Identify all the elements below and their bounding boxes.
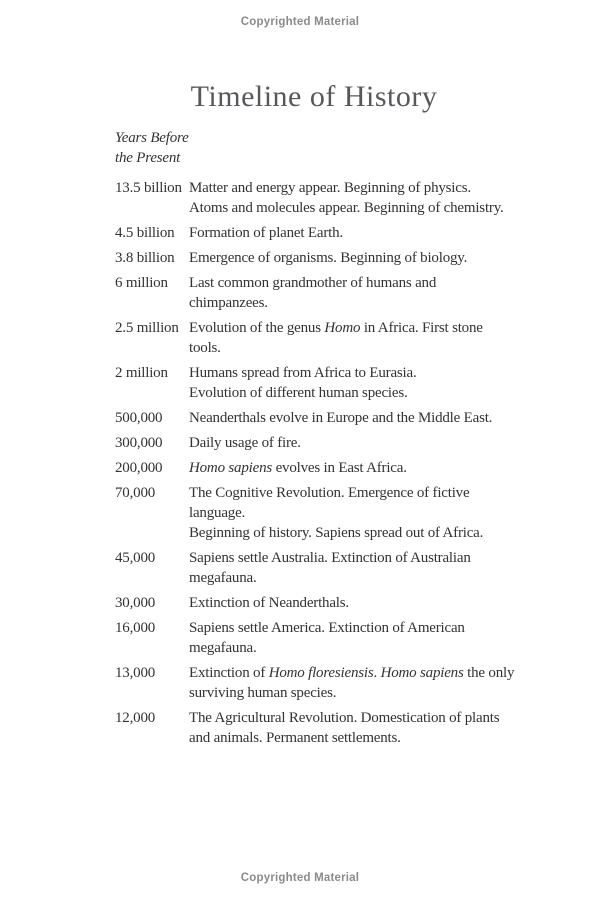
event-description-line: Last common grandmother of humans and xyxy=(189,275,437,291)
years-value: 45,000 xyxy=(115,550,156,566)
event-description xyxy=(189,548,471,588)
years-value: 13,000 xyxy=(115,665,156,681)
years-value: 2.5 million xyxy=(115,320,179,336)
timeline-row xyxy=(115,458,535,478)
event-description-line: Atoms and molecules appear. Beginning of chemistry. xyxy=(189,200,504,216)
years-value: 30,000 xyxy=(115,595,156,611)
years-value: 500,000 xyxy=(115,410,163,426)
event-description-line: Humans spread from Africa to Eurasia. xyxy=(189,365,417,381)
timeline-row xyxy=(115,548,535,588)
timeline-row xyxy=(115,408,535,428)
timeline-row xyxy=(115,248,535,268)
event-description xyxy=(189,708,499,748)
event-description-line: Sapiens settle America. Extinction of American xyxy=(189,620,465,636)
years-value: 16,000 xyxy=(115,620,156,636)
years-value: 70,000 xyxy=(115,485,156,501)
event-description-line: Neanderthals evolve in Europe and the Middle East. xyxy=(189,410,493,426)
event-description-line: megafauna. xyxy=(189,570,257,586)
years-column-header xyxy=(115,128,535,168)
event-description-line: Evolution of different human species. xyxy=(189,385,408,401)
timeline-row xyxy=(115,178,535,218)
event-description xyxy=(189,618,465,658)
event-description xyxy=(189,408,492,428)
timeline-table xyxy=(115,128,535,753)
event-description xyxy=(189,223,343,243)
event-description-line: The Agricultural Revolution. Domestication of plants xyxy=(189,710,500,726)
event-description-line: Emergence of organisms. Beginning of biology. xyxy=(189,250,468,266)
event-description-line: Sapiens settle Australia. Extinction of Australian xyxy=(189,550,471,566)
timeline-row xyxy=(115,433,535,453)
page-title: Timeline of History xyxy=(190,80,438,113)
event-description xyxy=(189,483,483,543)
event-description xyxy=(189,363,417,403)
years-value: 3.8 billion xyxy=(115,250,175,266)
event-description xyxy=(189,593,349,613)
years-value: 2 million xyxy=(115,365,168,381)
event-description-line: tools. xyxy=(189,340,221,356)
timeline-row xyxy=(115,663,535,703)
event-description xyxy=(189,318,483,358)
years-column-header-line2: the Present xyxy=(115,150,181,166)
event-description-line: megafauna. xyxy=(189,640,257,656)
timeline-row xyxy=(115,708,535,748)
years-value: 4.5 billion xyxy=(115,225,175,241)
event-description-line: Formation of planet Earth. xyxy=(189,225,343,241)
event-description-line: Extinction of Homo floresiensis. Homo sapiens the only xyxy=(189,665,515,681)
timeline-row xyxy=(115,618,535,658)
event-description-line: Beginning of history. Sapiens spread out of Africa. xyxy=(189,525,484,541)
copyright-notice-bottom: Copyrighted Material xyxy=(240,872,360,884)
event-description-line: Evolution of the genus Homo in Africa. First stone xyxy=(189,320,483,336)
timeline-row xyxy=(115,593,535,613)
timeline-row xyxy=(115,483,535,543)
event-description-line: surviving human species. xyxy=(189,685,337,701)
timeline-row xyxy=(115,223,535,243)
years-value: 13.5 billion xyxy=(115,180,182,196)
event-description-line: Homo sapiens evolves in East Africa. xyxy=(189,460,407,476)
timeline-row xyxy=(115,363,535,403)
event-description xyxy=(189,663,514,703)
years-value: 200,000 xyxy=(115,460,163,476)
years-column-header-line1: Years Before xyxy=(115,130,189,146)
timeline-row xyxy=(115,318,535,358)
event-description-line: The Cognitive Revolution. Emergence of fictive xyxy=(189,485,470,501)
timeline-rows xyxy=(115,178,535,748)
event-description-line: chimpanzees. xyxy=(189,295,268,311)
event-description xyxy=(189,248,467,268)
years-value: 6 million xyxy=(115,275,168,291)
copyright-notice-top: Copyrighted Material xyxy=(240,16,360,28)
event-description-line: Daily usage of fire. xyxy=(189,435,301,451)
event-description xyxy=(189,273,436,313)
event-description xyxy=(189,178,504,218)
years-value: 300,000 xyxy=(115,435,163,451)
event-description xyxy=(189,458,407,478)
event-description-line: Matter and energy appear. Beginning of physics. xyxy=(189,180,471,196)
event-description-line: language. xyxy=(189,505,246,521)
event-description-line: and animals. Permanent settlements. xyxy=(189,730,401,746)
event-description-line: Extinction of Neanderthals. xyxy=(189,595,349,611)
years-value: 12,000 xyxy=(115,710,156,726)
event-description xyxy=(189,433,301,453)
timeline-row xyxy=(115,273,535,313)
